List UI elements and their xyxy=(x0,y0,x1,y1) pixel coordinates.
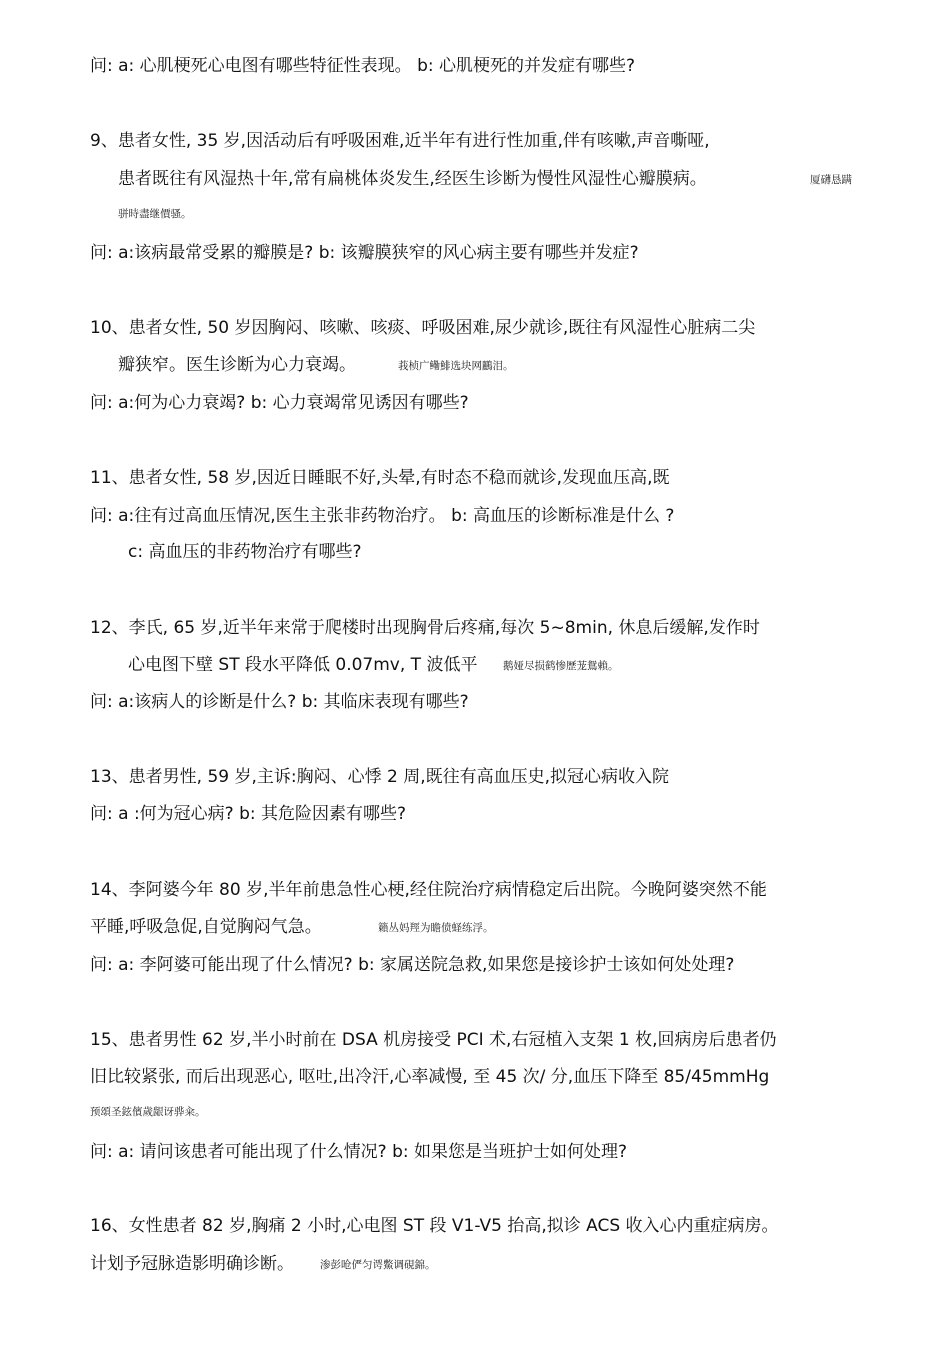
q13-case-line: 13、患者男性, 59 岁,主诉:胸闷、心悸 2 周,既往有高血压史,拟冠心病收入院 xyxy=(90,767,670,787)
q9-question-line: 问: a:该病最常受累的瓣膜是? b: 该瓣膜狭窄的风心病主要有哪些并发症? xyxy=(90,243,639,263)
q11-question-line-c: c: 高血压的非药物治疗有哪些? xyxy=(128,542,362,562)
q15-noise-text: 预頌圣鉉儐歲龈讶骅籴。 xyxy=(90,1106,206,1118)
q15-case-line-2: 旧比较紧张, 而后出现恶心, 呕吐,出冷汗,心率减慢, 至 45 次/ 分,血压下降至 85/45mmHg xyxy=(90,1067,770,1087)
q11-question-line: 问: a:往有过高血压情况,医生主张非药物治疗。 b: 高血压的诊断标准是什么 ? xyxy=(90,506,675,526)
q11-case-line: 11、患者女性, 58 岁,因近日睡眠不好,头晕,有时态不稳而就诊,发现血压高,既 xyxy=(90,468,670,488)
q12-noise-text: 鹅娅尽损鹤惨歷茏鴛賴。 xyxy=(503,660,619,672)
q14-case-line-1: 14、李阿婆今年 80 岁,半年前患急性心梗,经住院治疗病情稳定后出院。今晚阿婆突然不能 xyxy=(90,880,767,900)
q16-case-line-1: 16、女性患者 82 岁,胸痛 2 小时,心电图 ST 段 V1-V5 抬高,拟诊 ACS 收入心内重症病房。 xyxy=(90,1216,779,1236)
q12-case-line-2: 心电图下壁 ST 段水平降低 0.07mv, T 波低平 xyxy=(128,655,478,675)
q12-case-line-1: 12、李氏, 65 岁,近半年来常于爬楼时出现胸骨后疼痛,每次 5~8min, 休息后缓解,发作时 xyxy=(90,618,760,638)
q16-case-line-2: 计划予冠脉造影明确诊断。 xyxy=(90,1254,294,1274)
q9-case-line-1: 9、患者女性, 35 岁,因活动后有呼吸困难,近半年有进行性加重,伴有咳嗽,声音嘶哑, xyxy=(90,131,710,151)
q14-noise-text: 籟丛妈羥为瞻偾蛏练浮。 xyxy=(378,922,494,934)
q10-case-line-1: 10、患者女性, 50 岁因胸闷、咳嗽、咳痰、呼吸困难,尿少就诊,既往有风湿性心脏病二尖 xyxy=(90,318,756,338)
q16-noise-text: 渗彭呛俨匀谔鱉调硯錦。 xyxy=(320,1259,436,1271)
q14-case-line-2: 平睡,呼吸急促,自觉胸闷气急。 xyxy=(90,917,322,937)
q14-question-line: 问: a: 李阿婆可能出现了什么情况? b: 家属送院急救,如果您是接诊护士该如何处处理? xyxy=(90,955,735,975)
q9-noise-text-1: 厦礴恳蹒 xyxy=(810,174,852,186)
q15-case-line-1: 15、患者男性 62 岁,半小时前在 DSA 机房接受 PCI 术,右冠植入支架 1 枚,回病房后患者仍 xyxy=(90,1030,777,1050)
q10-question-line: 问: a:何为心力衰竭? b: 心力衰竭常见诱因有哪些? xyxy=(90,393,469,413)
q9-case-line-2: 患者既往有风湿热十年,常有扁桃体炎发生,经医生诊断为慢性风湿性心瓣膜病。 xyxy=(118,169,707,189)
q15-question-line: 问: a: 请问该患者可能出现了什么情况? b: 如果您是当班护士如何处理? xyxy=(90,1142,628,1162)
q10-case-line-2: 瓣狭窄。医生诊断为心力衰竭。 xyxy=(118,355,356,375)
q8-question-line: 问: a: 心肌梗死心电图有哪些特征性表现。 b: 心肌梗死的并发症有哪些? xyxy=(90,56,636,76)
q13-question-line: 问: a :何为冠心病? b: 其危险因素有哪些? xyxy=(90,804,407,824)
q9-noise-text-2: 骈時盡继價骚。 xyxy=(118,208,192,220)
q10-noise-text: 莪桢广鳓鯡选块网鸝泪。 xyxy=(398,360,514,372)
q12-question-line: 问: a:该病人的诊断是什么? b: 其临床表现有哪些? xyxy=(90,692,469,712)
